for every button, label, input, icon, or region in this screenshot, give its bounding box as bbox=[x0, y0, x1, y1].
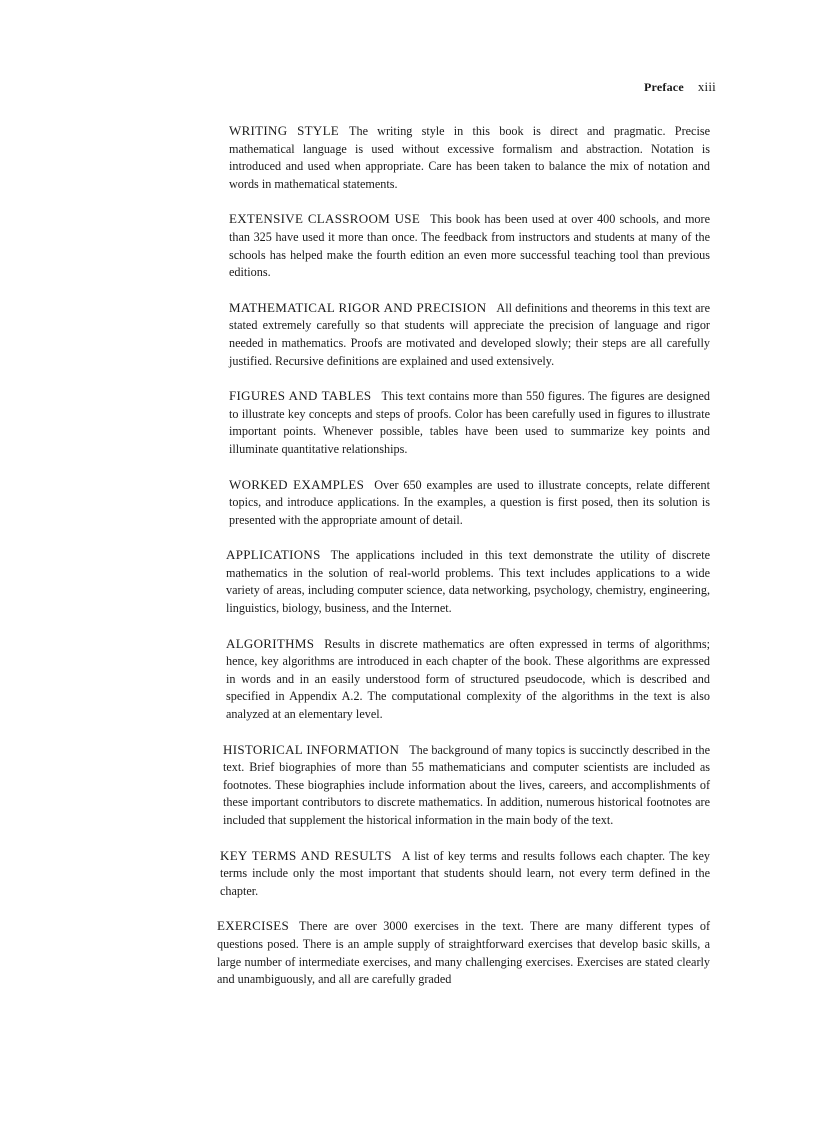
paragraph-text: There are over 3000 exercises in the text. There are many different types of questions posed. There is an ample supply of straightforward exercises that develop basic skills, a large number of intermediate exercises, and many challenging exercises. Exercises are stated clearly and unambiguously, and all are carefully graded bbox=[217, 919, 710, 987]
paragraph-text: Results in discrete mathematics are often expressed in terms of algorithms; hence, key algorithms are introduced in each chapter of the book. These algorithms are expressed in words and in an easily understood form of structured pseudocode, which is described and specified in Appendix A.2. The computational complexity of the algorithms in the text is also analyzed at an elementary level. bbox=[226, 636, 710, 722]
paragraph-algorithms bbox=[226, 635, 710, 724]
paragraph-exercises bbox=[217, 917, 710, 988]
running-head-section: Preface bbox=[644, 80, 684, 94]
paragraph-heading: FIGURES AND TABLES bbox=[229, 388, 372, 404]
paragraph-text: Over 650 examples are used to illustrate concepts, relate different topics, and introduce applications. In the examples, a question is first posed, then its solution is presented with the appropriate amount of detail. bbox=[229, 477, 710, 527]
running-head bbox=[644, 79, 716, 95]
paragraph-writing-style bbox=[229, 122, 710, 193]
paragraph-text: The writing style in this book is direct and pragmatic. Precise mathematical language is used without excessive formalism and abstraction. Notation is introduced and used when appropriate. Care has been taken to balance the mix of notation and words in mathematical statements. bbox=[229, 124, 710, 191]
paragraph-heading: HISTORICAL INFORMATION bbox=[223, 741, 400, 757]
paragraph-worked-examples bbox=[229, 476, 710, 530]
paragraph-heading: WRITING STYLE bbox=[229, 123, 340, 138]
paragraph-figures-and-tables bbox=[229, 387, 710, 458]
paragraph-heading: EXERCISES bbox=[217, 918, 290, 934]
paragraph-applications bbox=[226, 546, 710, 617]
paragraph-heading: MATHEMATICAL RIGOR AND PRECISION bbox=[229, 299, 487, 315]
paragraph-text: The applications included in this text demonstrate the utility of discrete mathematics in the solution of real-world problems. This text includes applications to a wide variety of areas, including computer science, data networking, psychology, chemistry, engineering, linguistics, biology, business, and the Internet. bbox=[226, 548, 710, 616]
paragraph-text: The background of many topics is succinctly described in the text. Brief biographies of more than 55 mathematicians and computer scientists are included as footnotes. These biographies include information about the lives, careers, and accomplishments of these important contributors to discrete mathematics. In addition, numerous historical footnotes are included that supplement the historical information in the main body of the text. bbox=[223, 742, 710, 827]
preface-body bbox=[217, 122, 711, 1006]
paragraph-mathematical-rigor bbox=[229, 299, 710, 370]
paragraph-key-terms-and-results bbox=[220, 847, 710, 901]
paragraph-heading: ALGORITHMS bbox=[226, 635, 315, 651]
paragraph-extensive-classroom-use bbox=[229, 210, 710, 281]
paragraph-text: This book has been used at over 400 schools, and more than 325 have used it more than once. The feedback from instructors and students at many of the schools has helped make the fourth edition an even more successful teaching tool than previous editions. bbox=[229, 212, 710, 280]
paragraph-text: This text contains more than 550 figures. The figures are designed to illustrate key concepts and steps of proofs. Color has been carefully used in figures to illustrate important points. Whenever possible, tables have been used to summarize key points and illuminate quantitative relationships. bbox=[229, 389, 710, 456]
paragraph-text: All definitions and theorems in this text are stated extremely carefully so that students will appreciate the precision of language and rigor needed in mathematics. Proofs are motivated and developed slowly; their steps are all carefully justified. Recursive definitions are explained and used extensively. bbox=[229, 300, 711, 368]
paragraph-text: A list of key terms and results follows each chapter. The key terms include only the most important that students should learn, not every term defined in the chapter. bbox=[220, 848, 710, 898]
paragraph-historical-information bbox=[223, 741, 710, 830]
paragraph-heading: EXTENSIVE CLASSROOM USE bbox=[229, 211, 421, 227]
paragraph-heading: APPLICATIONS bbox=[226, 547, 321, 563]
paragraph-heading: WORKED EXAMPLES bbox=[229, 476, 365, 492]
page-number: xiii bbox=[697, 79, 716, 94]
paragraph-heading: KEY TERMS AND RESULTS bbox=[220, 847, 392, 863]
